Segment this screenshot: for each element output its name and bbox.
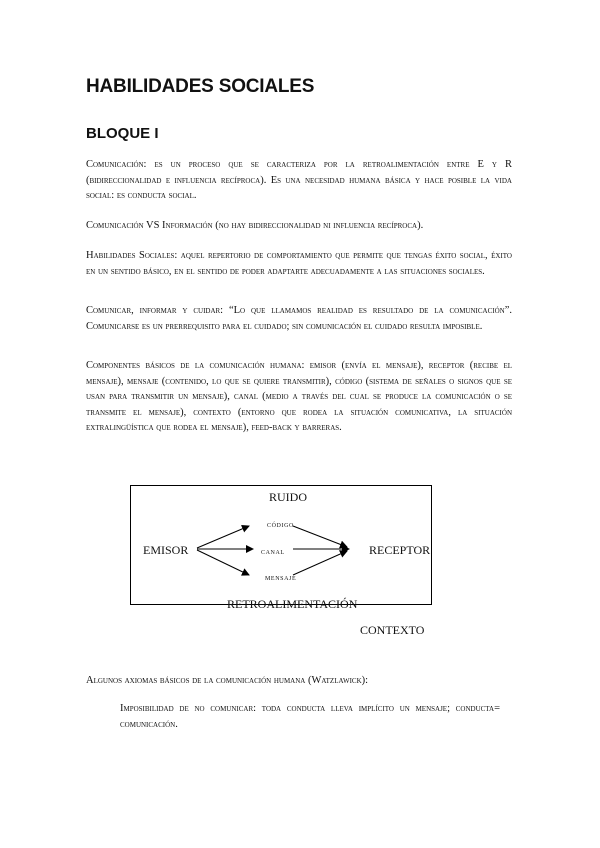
retroalimentacion-label: RETROALIMENTACIÓN bbox=[227, 597, 358, 611]
receptor-label: RECEPTOR bbox=[369, 543, 431, 557]
ruido-label: RUIDO bbox=[269, 490, 307, 504]
arrow-mensaje-receptor bbox=[293, 551, 347, 575]
canal-label: canal bbox=[261, 546, 285, 556]
paragraph-comunicacion-vs-informacion: Comunicación VS Información (no hay bidireccionalidad ni influencia recíproca). bbox=[86, 220, 424, 231]
mensaje-label: mensaje bbox=[265, 572, 297, 582]
codigo-label: código bbox=[267, 519, 294, 529]
arrow-codigo-receptor bbox=[293, 526, 347, 547]
paragraph-comunicar-informar-cuidar: Comunicar, informar y cuidar: “Lo que llamamos realidad es resultado de la comunicación”. Comunicarse es un prerrequisito para el cuidado; sin comunicación el cuidado resulta imposible. bbox=[86, 305, 512, 332]
contexto-label: CONTEXTO bbox=[360, 623, 425, 637]
communication-diagram bbox=[130, 485, 432, 611]
arrow-emisor-mensaje bbox=[197, 550, 249, 575]
paragraph-comunicacion: Comunicación: es un proceso que se caracteriza por la retroalimentación entre E y R (bidireccionalidad e influencia recíproca). Es una necesidad humana básica y hace posible la vida social: es conducta social. bbox=[86, 159, 512, 202]
emisor-label: EMISOR bbox=[143, 543, 189, 557]
paragraph-habilidades-sociales: Habilidades Sociales: aquel repertorio de comportamiento que permite que tengas éxito social, éxito en un sentido básico, en el sentido de poder adaptarte adecuadamente a las situaciones sociales. bbox=[86, 250, 512, 277]
axiom-1: Imposibilidad de no comunicar: toda conducta lleva implícito un mensaje; conducta= comunicación. bbox=[120, 703, 500, 730]
paragraph-componentes: Componentes básicos de la comunicación humana: emisor (envía el mensaje), receptor (recibe el mensaje), mensaje (contenido, lo que se quiere transmitir), código (sistema de señales o signos que se usan para transmitir un mensaje), canal (medio a través del cual se produce la comunicación o se transmite el mensaje), contexto (entorno que rodea la situación comunicativa, la situación extralingüística que rodea el mensaje), feed-back y barreras. bbox=[86, 360, 512, 434]
axioms-intro: Algunos axiomas básicos de la comunicación humana (Watzlawick): bbox=[86, 675, 369, 686]
arrow-emisor-codigo bbox=[197, 526, 249, 548]
page-title: HABILIDADES SOCIALES bbox=[86, 76, 315, 97]
section-title: BLOQUE I bbox=[86, 125, 159, 142]
